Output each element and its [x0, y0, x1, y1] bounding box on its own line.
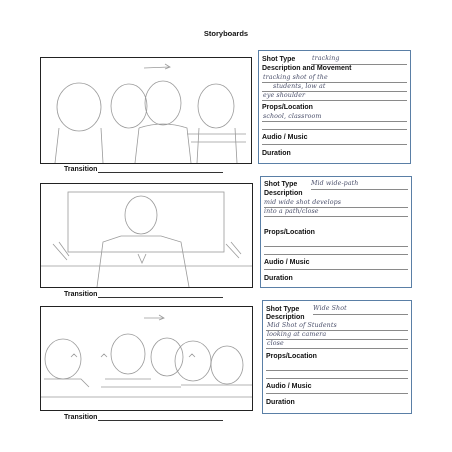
storyboard-frame-3	[40, 306, 253, 411]
description-line[interactable]: into a path/close	[264, 208, 319, 215]
transition-field-2[interactable]	[64, 290, 223, 298]
audio-music-label: Audio / Music	[266, 383, 312, 390]
shot-type-label: Shot Type	[264, 181, 298, 188]
duration-label: Duration	[264, 275, 293, 282]
props-location-value[interactable]: school, classroom	[263, 113, 322, 120]
audio-music-label: Audio / Music	[264, 259, 310, 266]
shot-type-value[interactable]: Wide Shot	[313, 305, 347, 312]
duration-label: Duration	[262, 150, 291, 157]
transition-label: Transition	[64, 291, 98, 298]
shot-type-label: Shot Type	[266, 306, 300, 313]
shot-type-value[interactable]: tracking	[312, 55, 340, 62]
sketch-person-front	[41, 184, 252, 287]
storyboard-frame-2	[40, 183, 253, 288]
sketch-students-facing	[41, 307, 252, 410]
description-line[interactable]: close	[267, 340, 284, 347]
description-line[interactable]: tracking shot of the	[263, 74, 328, 81]
description-line[interactable]: Mid Shot of Students	[267, 322, 337, 329]
description-line[interactable]: looking at camera	[267, 331, 327, 338]
transition-field-3[interactable]	[64, 413, 223, 421]
description-line[interactable]: eye shoulder	[263, 92, 306, 99]
shot-card-2	[260, 176, 412, 288]
props-location-label: Props/Location	[262, 104, 313, 111]
shot-card-1	[258, 50, 411, 164]
description-label: Description	[266, 314, 305, 321]
shot-card-3	[262, 300, 412, 414]
props-location-label: Props/Location	[264, 229, 315, 236]
description-label: Description	[264, 190, 303, 197]
transition-label: Transition	[64, 166, 98, 173]
storyboard-frame-1	[40, 57, 252, 164]
shot-type-value[interactable]: Mid wide-path	[311, 180, 359, 187]
audio-music-label: Audio / Music	[262, 134, 308, 141]
page-title: Storyboards	[203, 29, 249, 38]
sketch-students-back	[41, 58, 251, 163]
description-line[interactable]: students, low at	[273, 83, 326, 90]
description-line[interactable]: mid wide shot develops	[264, 199, 342, 206]
transition-field-1[interactable]	[64, 165, 223, 173]
duration-label: Duration	[266, 399, 295, 406]
shot-type-label: Shot Type	[262, 56, 296, 63]
description-label: Description and Movement	[262, 65, 352, 72]
transition-label: Transition	[64, 414, 98, 421]
props-location-label: Props/Location	[266, 353, 317, 360]
